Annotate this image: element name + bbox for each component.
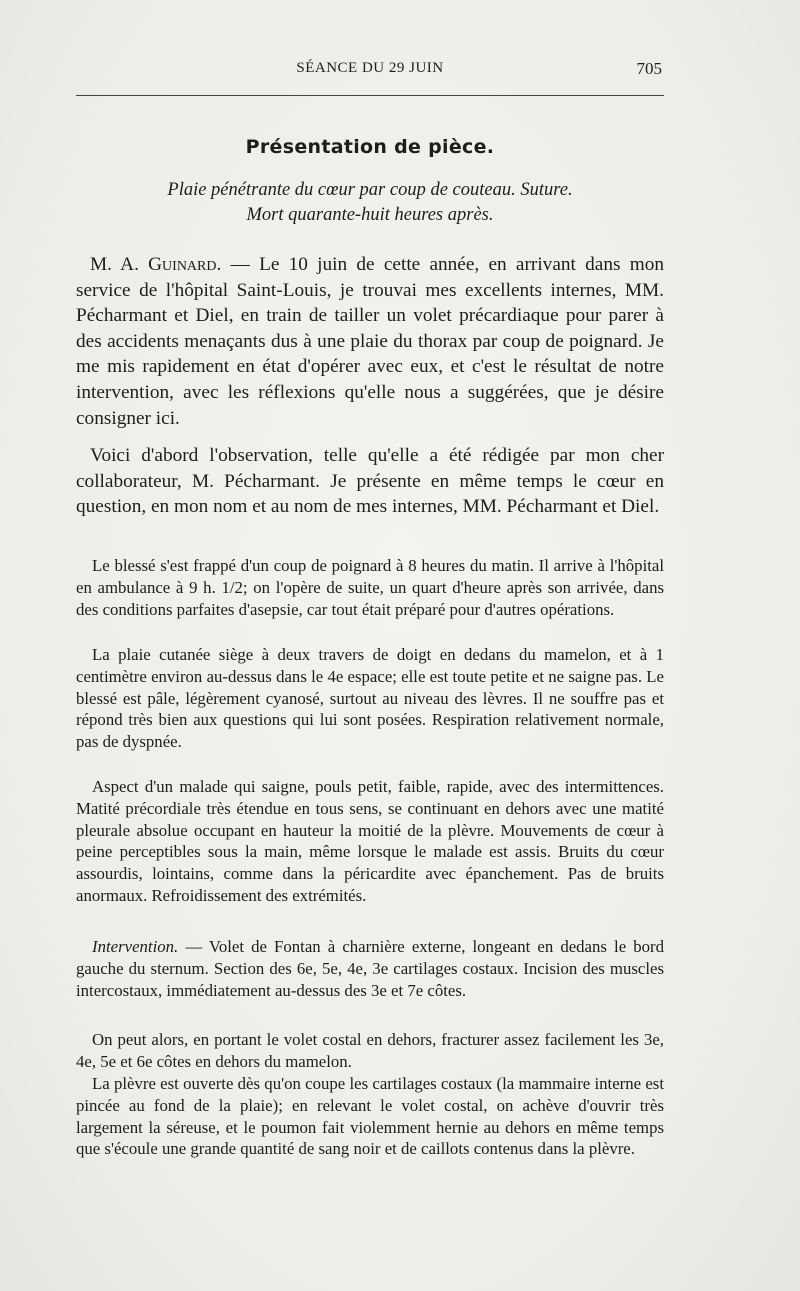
running-head: SÉANCE DU 29 JUIN bbox=[296, 60, 444, 76]
intervention-text: — Volet de Fontan à charnière externe, longeant en dedans le bord gauche du sternum. Section des 6e, 5e, 4e, 3e cartilages costaux. Incision des muscles intercostaux, immédiatement au-dessus des 3e et 7e côtes. bbox=[76, 937, 664, 1000]
paragraph-1-text: — Le 10 juin de cette année, en arrivant dans mon service de l'hôpital Saint-Louis, je trouvai mes excellents internes, MM. Pécharmant et Diel, en train de tailler un volet précardiaque pour parer à des accidents menaçants dus à une plaie du thorax par coup de poignard. Je me mis rapidement en état d'opérer avec eux, et c'est le résultat de notre intervention, avec les réflexions qu'elle nous a suggérées, que je désire consigner ici. bbox=[76, 254, 664, 429]
intervention-label: Intervention. bbox=[92, 937, 179, 956]
page-header bbox=[76, 58, 664, 84]
subtitle-line-1: Plaie pénétrante du cœur par coup de couteau. Suture. bbox=[167, 180, 573, 200]
observation-paragraph-1: Le blessé s'est frappé d'un coup de poignard à 8 heures du matin. Il arrive à l'hôpital en ambulance à 9 h. 1/2; on l'opère de suite, un quart d'heure après son arrivée, dans des conditions parfaites d'asepsie, car tout était préparé pour d'autres opérations. bbox=[76, 556, 664, 619]
observation-paragraph-6: La plèvre est ouverte dès qu'on coupe les cartilages costaux (la mammaire interne est pincée au fond de la plaie); en relevant le volet costal, on achève d'ouvrir très largement la séreuse, et le poumon fait violemment hernie au dehors en même temps que s'écoule une grande quantité de sang noir et de caillots contenus dans la plèvre. bbox=[76, 1074, 664, 1159]
observation-paragraph-2: La plaie cutanée siège à deux travers de doigt en dedans du mamelon, et à 1 centimètre environ au-dessus dans le 4e espace; elle est toute petite et ne saigne pas. Le blessé est pâle, légèrement cyanosé, surtout au niveau des lèvres. Il ne souffre pas et répond très bien aux questions qui lui sont posées. Respiration relativement normale, pas de dyspnée. bbox=[76, 645, 664, 752]
subtitle-line-2: Mort quarante-huit heures après. bbox=[246, 205, 494, 225]
paragraph-1 bbox=[76, 252, 664, 431]
header-rule bbox=[76, 95, 664, 96]
observation-paragraph-5: On peut alors, en portant le volet costal en dehors, fracturer assez facilement les 3e, 4e, 5e et 6e côtes en dehors du mamelon. bbox=[76, 1030, 664, 1071]
observation-paragraph-3: Aspect d'un malade qui saigne, pouls petit, faible, rapide, avec des intermittences. Matité précordiale très étendue en tous sens, se continuant en dehors avec une matité pleurale absolue occupant en hauteur la moitié de la plèvre. Mouvements de cœur à peine perceptibles sous la main, même lorsque le malade est assis. Bruits du cœur assourdis, lointains, comme dans la péricardite avec épanchement. Pas de bruits anormaux. Refroidissement des extrémités. bbox=[76, 777, 664, 905]
page-number: 705 bbox=[636, 59, 662, 78]
observation-paragraph-4 bbox=[76, 936, 664, 1001]
section-title: Présentation de pièce. bbox=[245, 136, 495, 158]
paragraph-2: Voici d'abord l'observation, telle qu'elle a été rédigée par mon cher collaborateur, M. Pécharmant. Je présente en même temps le cœur en question, en mon nom et au nom de mes internes, MM. Pécharmant et Diel. bbox=[76, 445, 664, 518]
author-name: M. A. Guinard. bbox=[90, 254, 222, 275]
